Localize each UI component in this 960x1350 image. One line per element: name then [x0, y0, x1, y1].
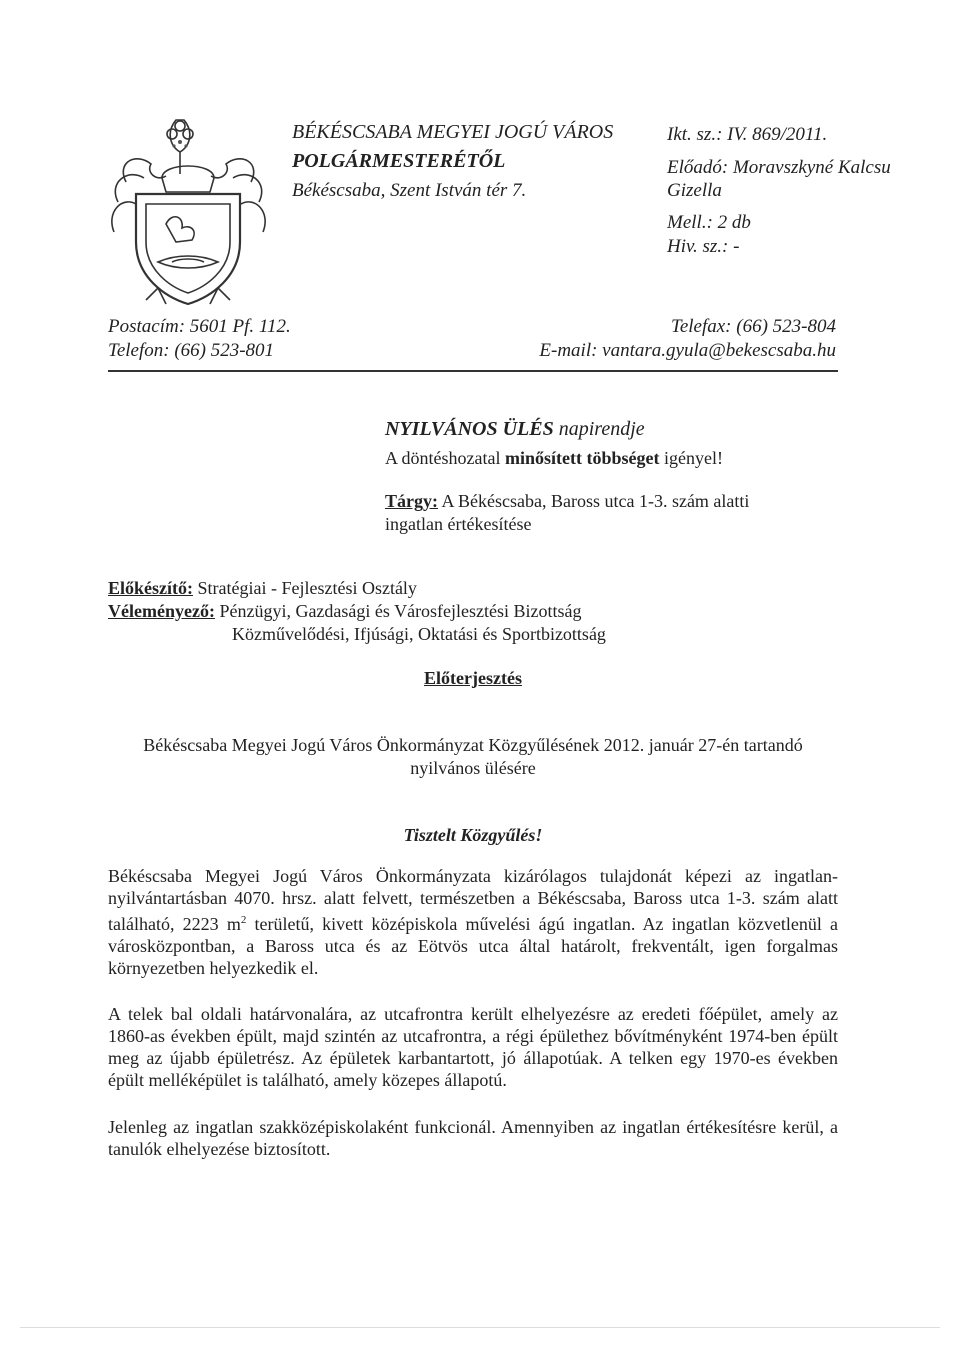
- page-bottom-divider: [20, 1327, 940, 1328]
- session-title: [385, 418, 645, 441]
- reviewer-value-1: Pénzügyi, Gazdasági és Városfejlesztési Bizottság: [214, 601, 582, 621]
- postal-address: Postacím: 5601 Pf. 112.: [108, 316, 291, 337]
- reviewer-value-2: Közművelődési, Ifjúsági, Oktatási és Sportbizottság: [232, 624, 606, 644]
- subject-text: A Békéscsaba, Baross utca 1-3. szám alatti: [438, 491, 750, 511]
- subject-label: Tárgy:: [385, 491, 438, 511]
- reference-number: Hiv. sz.: -: [667, 236, 740, 257]
- coat-of-arms-icon: [106, 112, 271, 312]
- decision-requirement: [385, 448, 723, 469]
- paragraph-current-use: Jelenleg az ingatlan szakközépiskolaként funkcionál. Amennyiben az ingatlan értékesítésre kerül, a tanulók elhelyezése biztosított.: [108, 1117, 838, 1159]
- org-subtitle: POLGÁRMESTERÉTŐL: [292, 150, 506, 172]
- attachments: Mell.: 2 db: [667, 212, 751, 233]
- decision-prefix: A döntéshozatal: [385, 448, 505, 468]
- reviewer-label: Véleményező:: [108, 601, 215, 621]
- phone: Telefon: (66) 523-801: [108, 340, 275, 361]
- subject-continued: ingatlan értékesítése: [385, 514, 532, 534]
- decision-majority: minősített többséget: [504, 448, 660, 468]
- paragraph-buildings: A telek bal oldali határvonalára, az utcafrontra került elhelyezésre az eredeti főépület, amely az 1860-as években épült, majd szintén az utcafrontra, a régi épülethez bővítményként 1974-ben épült meg az újabb épületrész. Az épületek karbantartott, jó állapotúak. A telken egy 1970-es években épült melléképület is található, amely közepes állapotú.: [108, 1004, 838, 1090]
- paragraph-1-text-b: területű, kivett középiskola művelési ágú ingatlan. Az ingatlan közvetlenül a városközpontban, a Baross utca és az Eötvös utca által határolt, frekventált, igen forgalmas környezetben helyezkedik el.: [108, 914, 838, 978]
- proposal-title: Előterjesztés: [424, 668, 522, 688]
- subject-line: [385, 491, 749, 512]
- proposal-meeting-line: Békéscsaba Megyei Jogú Város Önkormányzat Közgyűlésének 2012. január 27-én tartandó: [143, 735, 803, 755]
- session-agenda-label: napirendje: [553, 418, 645, 440]
- rapporteur: Előadó: Moravszkyné Kalcsu: [667, 157, 891, 178]
- proposal-meeting-line-2: nyilvános ülésére: [410, 758, 536, 778]
- preparer-line: [108, 578, 417, 599]
- header-divider: [108, 370, 838, 372]
- paragraph-1-text-a: Békéscsaba Megyei Jogú Város Önkormányzata kizárólagos tulajdonát képezi az ingatlan-nyilvántartásban 4070. hrsz. alatt felvett, természetben a Békéscsaba, Baross utca 1-3. szám alatt található, 2223 m: [108, 866, 838, 934]
- salutation: Tisztelt Közgyűlés!: [403, 825, 543, 845]
- rapporteur-continued: Gizella: [667, 180, 722, 201]
- reviewer-line: [108, 601, 582, 622]
- org-name: BÉKÉSCSABA MEGYEI JOGÚ VÁROS: [292, 121, 614, 143]
- email-address: E-mail: vantara.gyula@bekescsaba.hu: [539, 340, 836, 361]
- fax: Telefax: (66) 523-804: [671, 316, 836, 337]
- area-unit-superscript: 2: [240, 914, 247, 926]
- file-number: Ikt. sz.: IV. 869/2011.: [667, 124, 828, 145]
- preparer-label: Előkészítő:: [108, 578, 193, 598]
- session-type: NYILVÁNOS ÜLÉS: [385, 418, 554, 440]
- decision-suffix: igényel!: [659, 448, 723, 468]
- paragraph-property-description: [108, 865, 838, 979]
- preparer-value: Stratégiai - Fejlesztési Osztály: [193, 578, 417, 598]
- org-address: Békéscsaba, Szent István tér 7.: [292, 180, 527, 201]
